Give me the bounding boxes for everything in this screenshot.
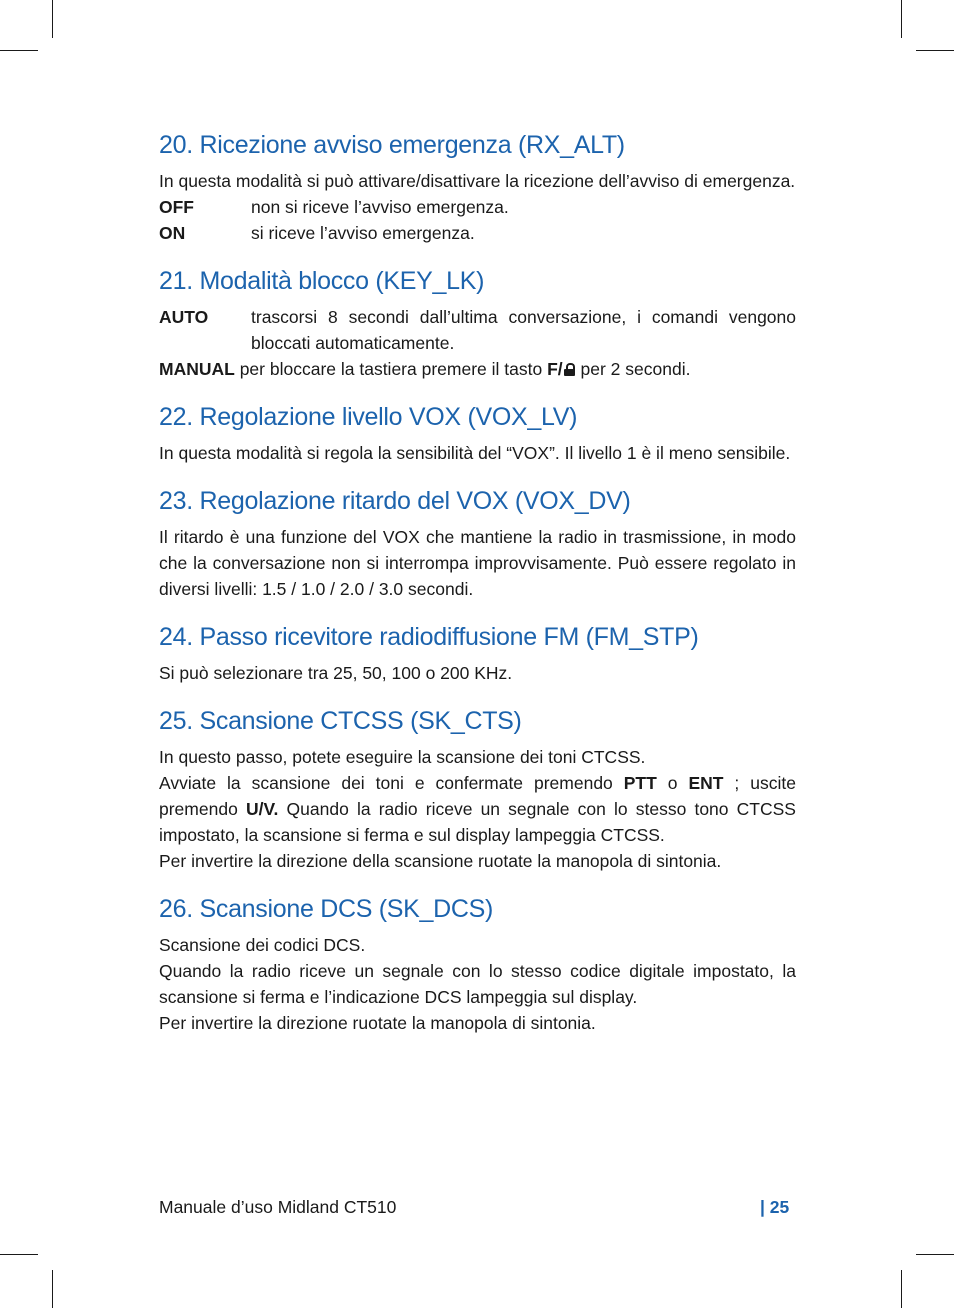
manual-suffix: per 2 secondi. [580, 359, 691, 379]
definition-term: MANUAL [159, 359, 235, 379]
section-fm-stp [159, 620, 796, 686]
section-title: 26. Scansione DCS (SK_DCS) [159, 895, 494, 923]
manual-line [159, 356, 796, 382]
text-run: ; uscite premendo [159, 773, 796, 819]
key-label: U/V. [245, 799, 279, 819]
definition-desc: si riceve l’avviso emergenza. [251, 223, 475, 243]
section-intro: In questa modalità si può attivare/disattivare la ricezione dell’avviso di emergenza. [159, 171, 796, 191]
section-rx-alt [159, 128, 796, 246]
section-text: Si può selezionare tra 25, 50, 100 o 200 KHz. [159, 663, 513, 683]
definition-term: AUTO [159, 307, 209, 327]
definition-row [159, 194, 796, 220]
crop-mark [0, 1254, 38, 1255]
definition-row [159, 220, 796, 246]
section-key-lk [159, 264, 796, 382]
section-title: 20. Ricezione avviso emergenza (RX_ALT) [159, 131, 625, 159]
section-text: Quando la radio riceve un segnale con lo stesso codice digitale impostato, la scansione si ferma e l’indicazione DCS lampeggia sul display. [159, 961, 796, 1007]
section-text: In questa modalità si regola la sensibilità del “VOX”. Il livello 1 è il meno sensibile. [159, 443, 791, 463]
section-text: Per invertire la direzione della scansione ruotate la manopola di sintonia. [159, 851, 722, 871]
text-run: Quando la radio riceve un segnale con lo stesso tono CTCSS impostato, la scansione si ferma e sul display lampeggia CTCSS. [159, 799, 796, 845]
crop-mark [901, 1270, 902, 1308]
section-sk-dcs [159, 892, 796, 1036]
crop-mark [0, 50, 38, 51]
crop-mark [52, 1270, 53, 1308]
section-text [159, 770, 796, 848]
manual-text: per bloccare la tastiera premere il tasto [239, 359, 543, 379]
section-vox-lv [159, 400, 796, 466]
crop-mark [916, 50, 954, 51]
definition-term: ON [159, 223, 186, 243]
key-label: ENT [688, 773, 724, 793]
section-title: 21. Modalità blocco (KEY_LK) [159, 267, 485, 295]
section-sk-cts [159, 704, 796, 874]
definition-desc: trascorsi 8 secondi dall’ultima conversazione, i comandi vengono bloccati automaticamente. [251, 307, 796, 353]
section-text: Il ritardo è una funzione del VOX che mantiene la radio in trasmissione, in modo che la conversazione non si interrompa improvvisamente. Può essere regolato in diversi livelli: 1.5 / 1.0 / 2.0 / 3.0 secondi. [159, 527, 796, 599]
lock-icon [564, 363, 575, 376]
page-number: | 25 [760, 1197, 790, 1217]
section-text: In questo passo, potete eseguire la scansione dei toni CTCSS. [159, 747, 646, 767]
section-title: 23. Regolazione ritardo del VOX (VOX_DV) [159, 487, 631, 515]
footer-manual-title: Manuale d’uso Midland CT510 [159, 1197, 397, 1217]
text-run: o [667, 773, 678, 793]
definition-row [159, 304, 796, 356]
crop-mark [916, 1254, 954, 1255]
definition-term: OFF [159, 197, 194, 217]
key-label: PTT [623, 773, 657, 793]
page-content [159, 128, 796, 1054]
crop-mark [52, 0, 53, 38]
section-title: 25. Scansione CTCSS (SK_CTS) [159, 707, 522, 735]
section-text: Scansione dei codici DCS. [159, 935, 366, 955]
definition-desc: non si riceve l’avviso emergenza. [251, 197, 509, 217]
section-text: Per invertire la direzione ruotate la manopola di sintonia. [159, 1013, 596, 1033]
key-label: F/ [547, 359, 563, 379]
section-title: 24. Passo ricevitore radiodiffusione FM (FM_STP) [159, 623, 699, 651]
section-title: 22. Regolazione livello VOX (VOX_LV) [159, 403, 578, 431]
section-vox-dv [159, 484, 796, 602]
text-run: Avviate la scansione dei toni e confermate premendo [159, 773, 613, 793]
crop-mark [901, 0, 902, 38]
